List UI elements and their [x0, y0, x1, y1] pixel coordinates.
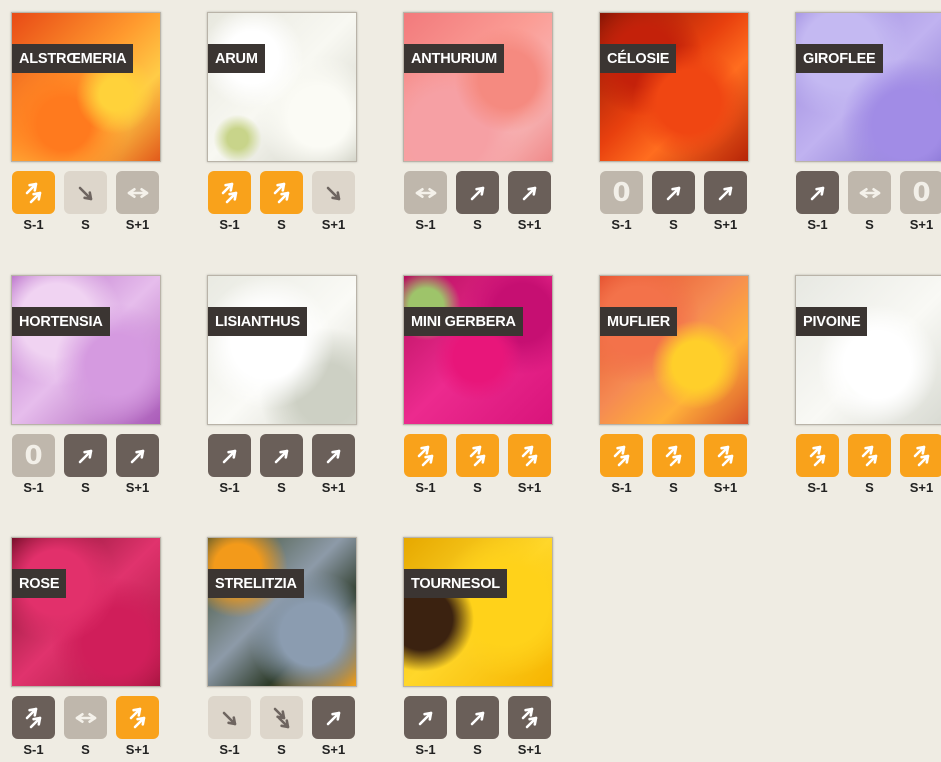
double-up-arrows-icon — [208, 171, 251, 214]
trend-indicators — [207, 171, 357, 217]
double-up-arrows-icon — [508, 696, 551, 739]
week-label: S+1 — [125, 480, 150, 495]
up-right-arrow-icon — [508, 171, 551, 214]
flower-name-label: PIVOINE — [796, 307, 867, 336]
flower-card-tournesol — [403, 537, 553, 758]
trend-indicators — [11, 434, 161, 480]
flower-photo[interactable] — [403, 12, 553, 162]
trend-indicators — [599, 434, 749, 480]
week-label: S+1 — [321, 742, 346, 757]
flower-name-label: TOURNESOL — [404, 569, 507, 598]
double-up-arrows-icon — [12, 171, 55, 214]
flower-name-label: STRELITZIA — [208, 569, 304, 598]
double-up-arrows-icon — [404, 434, 447, 477]
left-right-arrow-icon — [116, 171, 159, 214]
week-labels — [403, 480, 553, 496]
week-label: S-1 — [611, 217, 632, 232]
week-label: S+1 — [909, 480, 934, 495]
flower-photo[interactable] — [599, 275, 749, 425]
week-label: S+1 — [517, 217, 542, 232]
week-label: S-1 — [807, 480, 828, 495]
week-label: S — [277, 742, 286, 757]
week-label: S-1 — [807, 217, 828, 232]
flower-photo[interactable] — [403, 537, 553, 687]
week-labels — [11, 217, 161, 233]
double-up-arrows-icon — [704, 434, 747, 477]
flower-photo[interactable] — [599, 12, 749, 162]
week-label: S-1 — [611, 480, 632, 495]
double-up-arrows-icon — [260, 171, 303, 214]
week-label: S-1 — [415, 217, 436, 232]
double-up-arrows-icon — [600, 434, 643, 477]
left-right-arrow-icon — [404, 171, 447, 214]
flower-name-label: ROSE — [12, 569, 66, 598]
week-labels — [207, 480, 357, 496]
flower-photo[interactable] — [11, 12, 161, 162]
flower-name-label: ALSTRŒMERIA — [12, 44, 133, 73]
zero-trend-badge — [600, 171, 643, 214]
flower-card-arum — [207, 12, 357, 233]
zero-trend-badge — [12, 434, 55, 477]
week-label: S-1 — [23, 480, 44, 495]
trend-indicators — [599, 171, 749, 217]
week-label: S-1 — [23, 742, 44, 757]
up-right-arrow-icon — [652, 171, 695, 214]
week-label: S-1 — [23, 217, 44, 232]
flower-name-label: MUFLIER — [600, 307, 677, 336]
week-labels — [795, 217, 941, 233]
week-label: S — [865, 217, 874, 232]
flower-photo[interactable] — [207, 537, 357, 687]
flower-card-strelitzia — [207, 537, 357, 758]
double-up-arrows-icon — [652, 434, 695, 477]
week-label: S+1 — [321, 217, 346, 232]
flower-photo[interactable] — [795, 12, 941, 162]
week-label: S-1 — [219, 742, 240, 757]
trend-indicators — [207, 434, 357, 480]
flower-name-label: LISIANTHUS — [208, 307, 307, 336]
double-up-arrows-icon — [508, 434, 551, 477]
up-right-arrow-icon — [312, 696, 355, 739]
trend-indicators — [11, 171, 161, 217]
zero-trend-badge — [900, 171, 941, 214]
week-label: S — [669, 480, 678, 495]
flower-card-giroflee — [795, 12, 941, 233]
week-labels — [795, 480, 941, 496]
flower-card-muflier — [599, 275, 749, 496]
down-right-arrow-icon — [312, 171, 355, 214]
up-right-arrow-icon — [208, 434, 251, 477]
double-down-arrows-icon — [260, 696, 303, 739]
flower-card-lisianthus — [207, 275, 357, 496]
week-label: S — [81, 742, 90, 757]
trend-indicators — [403, 434, 553, 480]
up-right-arrow-icon — [116, 434, 159, 477]
double-up-arrows-icon — [796, 434, 839, 477]
week-label: S-1 — [415, 742, 436, 757]
week-labels — [599, 480, 749, 496]
week-label: S — [473, 742, 482, 757]
down-right-arrow-icon — [64, 171, 107, 214]
zero-value: 0 — [912, 177, 931, 208]
flower-photo[interactable] — [11, 275, 161, 425]
week-label: S — [81, 217, 90, 232]
trend-indicators — [795, 171, 941, 217]
week-label: S+1 — [125, 742, 150, 757]
week-label: S — [277, 217, 286, 232]
week-label: S — [669, 217, 678, 232]
flower-name-label: GIROFLEE — [796, 44, 883, 73]
double-up-arrows-icon — [116, 696, 159, 739]
double-up-arrows-icon — [900, 434, 941, 477]
flower-card-celosie — [599, 12, 749, 233]
up-right-arrow-icon — [404, 696, 447, 739]
week-label: S — [81, 480, 90, 495]
flower-card-pivoine — [795, 275, 941, 496]
flower-photo[interactable] — [207, 12, 357, 162]
double-up-arrows-icon — [12, 696, 55, 739]
week-label: S+1 — [713, 217, 738, 232]
flower-card-mini-gerbera — [403, 275, 553, 496]
flower-name-label: ARUM — [208, 44, 265, 73]
zero-value: 0 — [24, 440, 43, 471]
week-label: S+1 — [321, 480, 346, 495]
up-right-arrow-icon — [796, 171, 839, 214]
trend-indicators — [403, 696, 553, 742]
flower-photo[interactable] — [11, 537, 161, 687]
flower-name-label: HORTENSIA — [12, 307, 110, 336]
flower-photo[interactable] — [403, 275, 553, 425]
week-label: S-1 — [219, 480, 240, 495]
week-label: S+1 — [517, 480, 542, 495]
trend-indicators — [11, 696, 161, 742]
left-right-arrow-icon — [64, 696, 107, 739]
up-right-arrow-icon — [312, 434, 355, 477]
week-labels — [599, 217, 749, 233]
week-labels — [207, 742, 357, 758]
down-right-arrow-icon — [208, 696, 251, 739]
week-labels — [403, 742, 553, 758]
week-label: S-1 — [219, 217, 240, 232]
week-label: S+1 — [713, 480, 738, 495]
trend-indicators — [403, 171, 553, 217]
flower-card-hortensia — [11, 275, 161, 496]
week-label: S — [473, 217, 482, 232]
week-label: S-1 — [415, 480, 436, 495]
week-label: S — [277, 480, 286, 495]
week-label: S+1 — [517, 742, 542, 757]
flower-card-anthurium — [403, 12, 553, 233]
week-label: S+1 — [125, 217, 150, 232]
double-up-arrows-icon — [456, 434, 499, 477]
double-up-arrows-icon — [848, 434, 891, 477]
week-labels — [207, 217, 357, 233]
week-label: S — [865, 480, 874, 495]
week-labels — [11, 742, 161, 758]
flower-name-label: MINI GERBERA — [404, 307, 523, 336]
flower-photo[interactable] — [795, 275, 941, 425]
up-right-arrow-icon — [704, 171, 747, 214]
up-right-arrow-icon — [456, 171, 499, 214]
week-label: S — [473, 480, 482, 495]
flower-photo[interactable] — [207, 275, 357, 425]
flower-card-rose — [11, 537, 161, 758]
left-right-arrow-icon — [848, 171, 891, 214]
week-label: S+1 — [909, 217, 934, 232]
trend-indicators — [795, 434, 941, 480]
flower-card-alstroemeria — [11, 12, 161, 233]
week-labels — [403, 217, 553, 233]
up-right-arrow-icon — [260, 434, 303, 477]
flower-name-label: ANTHURIUM — [404, 44, 504, 73]
trend-indicators — [207, 696, 357, 742]
week-labels — [11, 480, 161, 496]
up-right-arrow-icon — [64, 434, 107, 477]
zero-value: 0 — [612, 177, 631, 208]
flower-name-label: CÉLOSIE — [600, 44, 676, 73]
up-right-arrow-icon — [456, 696, 499, 739]
